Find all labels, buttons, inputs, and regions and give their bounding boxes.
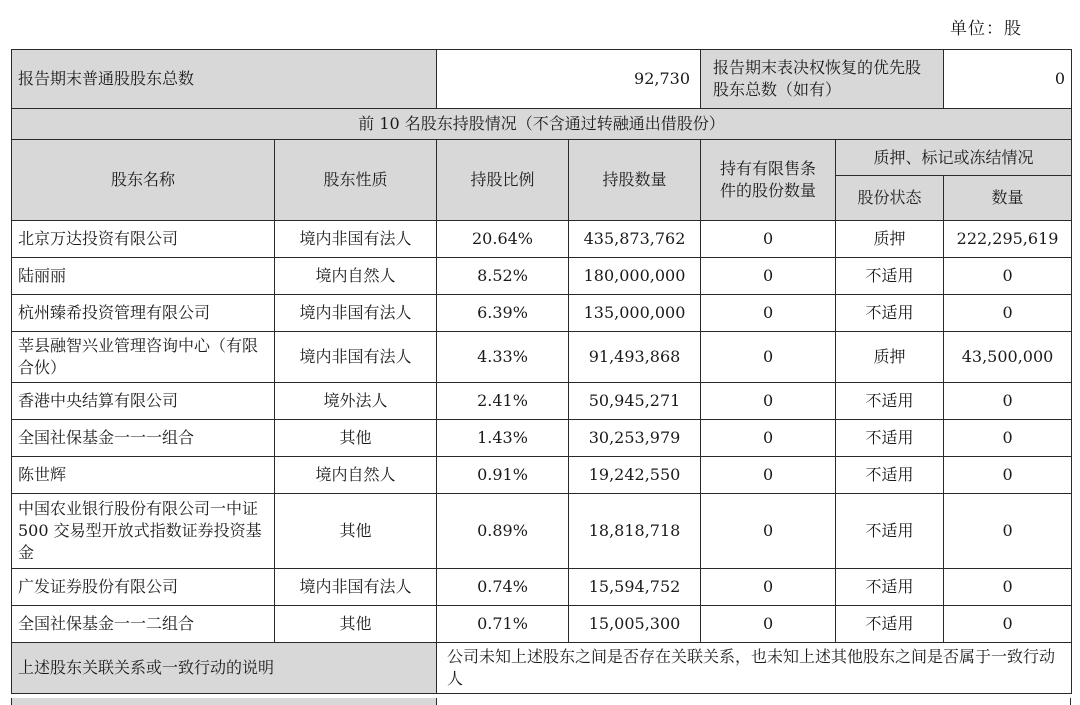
pledged-quantity: 0 [944,383,1072,420]
holder-ratio: 4.33% [437,332,569,383]
pledged-quantity: 222,295,619 [944,221,1072,258]
pledged-quantity: 0 [944,569,1072,606]
relation-row [12,643,1072,694]
pledge-status: 不适用 [836,494,944,569]
pledged-quantity: 0 [944,494,1072,569]
table-row [12,494,1072,569]
preferred-holders-value: 0 [944,50,1072,109]
holder-nature: 境内自然人 [275,258,437,295]
pledged-quantity: 43,500,000 [944,332,1072,383]
section-title: 前 10 名股东持股情况（不含通过转融通出借股份） [12,109,1072,140]
table-row [12,569,1072,606]
holder-quantity: 135,000,000 [569,295,701,332]
holder-ratio: 8.52% [437,258,569,295]
pledge-status: 不适用 [836,420,944,457]
holder-nature: 境内非国有法人 [275,569,437,606]
header-quantity: 持股数量 [569,140,701,221]
header-pledge-group: 质押、标记或冻结情况 [836,140,1072,176]
table-row [12,420,1072,457]
holder-restricted: 0 [701,221,836,258]
pledged-quantity: 0 [944,258,1072,295]
header-nature: 股东性质 [275,140,437,221]
holder-quantity: 30,253,979 [569,420,701,457]
holder-restricted: 0 [701,606,836,643]
holder-name: 全国社保基金一一二组合 [12,606,275,643]
pledge-status: 不适用 [836,457,944,494]
holder-quantity: 18,818,718 [569,494,701,569]
next-row-strip [11,698,1071,705]
holder-name: 陆丽丽 [12,258,275,295]
pledged-quantity: 0 [944,295,1072,332]
holder-quantity: 15,005,300 [569,606,701,643]
holder-restricted: 0 [701,494,836,569]
holder-name: 香港中央结算有限公司 [12,383,275,420]
holder-ratio: 0.91% [437,457,569,494]
holder-ratio: 0.89% [437,494,569,569]
holder-nature: 境外法人 [275,383,437,420]
holder-restricted: 0 [701,332,836,383]
table-row [12,258,1072,295]
holder-nature: 境内非国有法人 [275,295,437,332]
holder-name: 广发证券股份有限公司 [12,569,275,606]
pledge-status: 质押 [836,221,944,258]
holder-restricted: 0 [701,420,836,457]
holder-ratio: 20.64% [437,221,569,258]
holder-restricted: 0 [701,383,836,420]
holder-nature: 其他 [275,494,437,569]
holder-ratio: 2.41% [437,383,569,420]
holder-name: 全国社保基金一一一组合 [12,420,275,457]
preferred-holders-label: 报告期末表决权恢复的优先股股东总数（如有） [701,50,944,109]
pledge-status: 不适用 [836,258,944,295]
holder-quantity: 15,594,752 [569,569,701,606]
section-title-row [12,109,1072,140]
header-ratio: 持股比例 [437,140,569,221]
shareholders-table [11,49,1072,694]
header-row-1 [12,140,1072,176]
pledge-status: 不适用 [836,295,944,332]
holder-quantity: 435,873,762 [569,221,701,258]
pledged-quantity: 0 [944,457,1072,494]
summary-row [12,50,1072,109]
holder-quantity: 19,242,550 [569,457,701,494]
header-restricted: 持有有限售条件的股份数量 [701,140,836,221]
common-holders-value: 92,730 [437,50,701,109]
pledged-quantity: 0 [944,606,1072,643]
holder-quantity: 91,493,868 [569,332,701,383]
common-holders-label: 报告期末普通股股东总数 [12,50,437,109]
holder-restricted: 0 [701,457,836,494]
holder-ratio: 0.74% [437,569,569,606]
holder-nature: 其他 [275,420,437,457]
pledge-status: 质押 [836,332,944,383]
holder-name: 中国农业银行股份有限公司一中证 500 交易型开放式指数证券投资基金 [12,494,275,569]
table-row [12,332,1072,383]
holder-nature: 境内自然人 [275,457,437,494]
table-row [12,457,1072,494]
table-row [12,383,1072,420]
pledged-quantity: 0 [944,420,1072,457]
unit-label: 单位：股 [950,19,1022,39]
pledge-status: 不适用 [836,569,944,606]
holder-nature: 境内非国有法人 [275,221,437,258]
relation-text: 公司未知上述股东之间是否存在关联关系，也未知上述其他股东之间是否属于一致行动人 [437,643,1072,694]
holder-quantity: 180,000,000 [569,258,701,295]
table-row [12,606,1072,643]
holder-name: 杭州臻希投资管理有限公司 [12,295,275,332]
holder-nature: 境内非国有法人 [275,332,437,383]
holder-nature: 其他 [275,606,437,643]
table-row [12,295,1072,332]
table-row [12,221,1072,258]
holder-ratio: 0.71% [437,606,569,643]
holder-ratio: 6.39% [437,295,569,332]
header-pledge-status: 股份状态 [836,176,944,221]
next-row-label-shade [12,698,437,705]
pledge-status: 不适用 [836,606,944,643]
relation-label: 上述股东关联关系或一致行动的说明 [12,643,437,694]
pledge-status: 不适用 [836,383,944,420]
header-name: 股东名称 [12,140,275,221]
holder-quantity: 50,945,271 [569,383,701,420]
holder-ratio: 1.43% [437,420,569,457]
holder-name: 莘县融智兴业管理咨询中心（有限合伙） [12,332,275,383]
holder-name: 陈世辉 [12,457,275,494]
holder-restricted: 0 [701,258,836,295]
holder-name: 北京万达投资有限公司 [12,221,275,258]
holder-restricted: 0 [701,569,836,606]
header-pledge-quantity: 数量 [944,176,1072,221]
holder-restricted: 0 [701,295,836,332]
